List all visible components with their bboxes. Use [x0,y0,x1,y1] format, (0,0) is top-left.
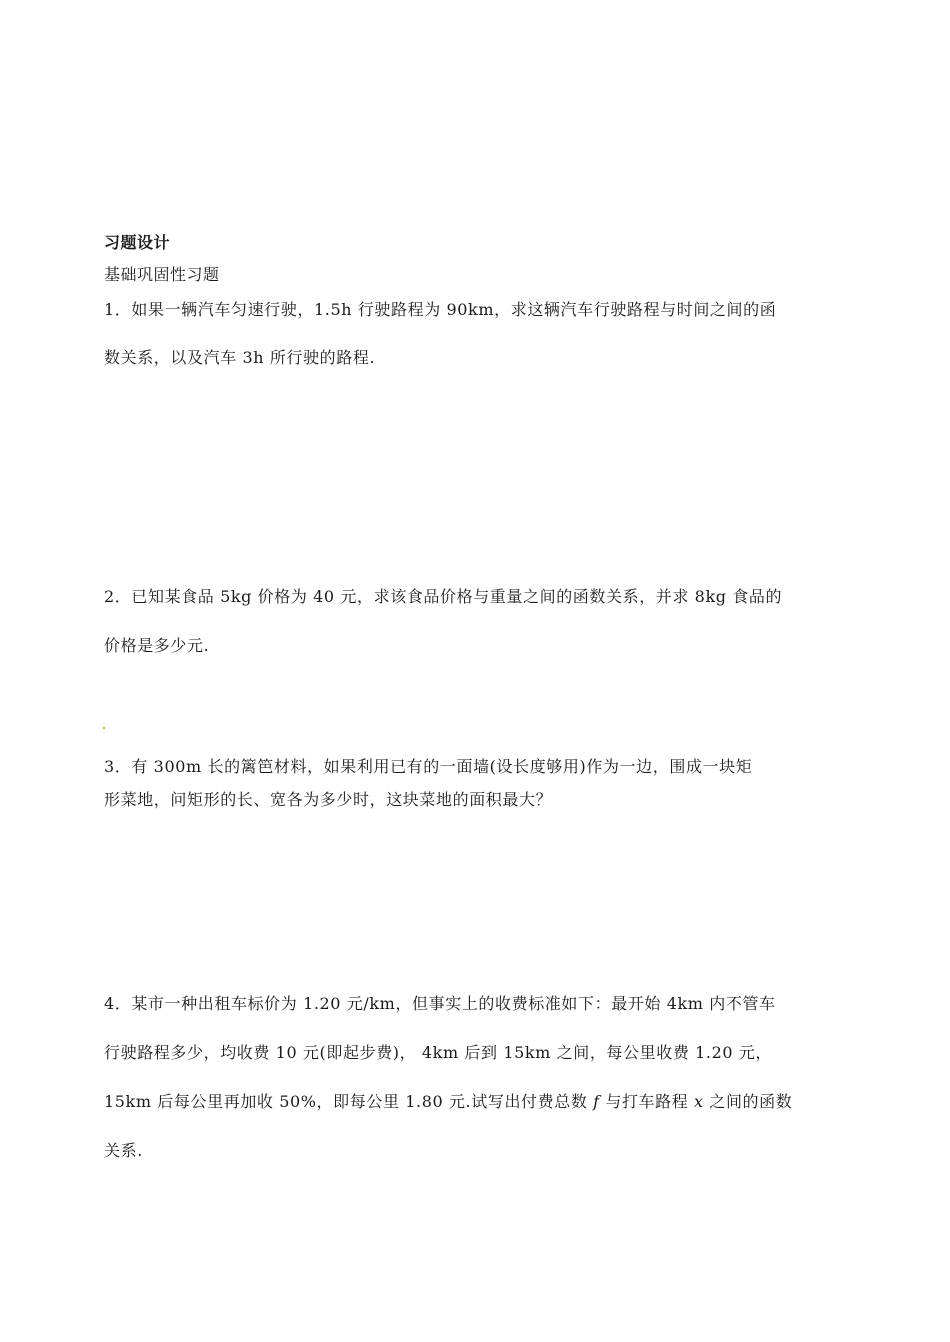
problem-4-line-3-part-c: 之间的函数 [703,1092,793,1111]
problem-4 [104,996,854,1159]
problem-4-line-3 [104,1094,854,1110]
problem-1-line-1: 1．如果一辆汽车匀速行驶，1.5h 行驶路程为 90km，求这辆汽车行驶路程与时间之间的函 [104,300,777,319]
problem-2-line-2: 价格是多少元. [104,636,210,655]
variable-x: x [694,1092,704,1111]
problem-3-line-1: 3．有 300m 长的篱笆材料，如果利用已有的一面墙(设长度够用)作为一边，围成一块矩 [104,757,753,776]
problem-2-line-1: 2．已知某食品 5kg 价格为 40 元，求该食品价格与重量之间的函数关系，并求 8kg 食品的 [104,587,783,606]
stray-dot-mark [103,727,105,729]
problem-4-line-4: 关系. [104,1141,143,1160]
problem-4-line-2: 行驶路程多少，均收费 10 元(即起步费)， 4km 后到 15km 之间，每公里收费 1.20 元， [104,1043,773,1062]
problem-3-line-2: 形菜地，问矩形的长、宽各为多少时，这块菜地的面积最大？ [104,790,553,809]
problem-1 [104,302,854,366]
problem-2 [104,589,854,654]
problem-3 [104,759,854,808]
problem-4-line-3-part-a: 15km 后每公里再加收 50%，即每公里 1.80 元.试写出付费总数 [104,1092,594,1111]
problem-4-line-3-part-b: 与打车路程 [599,1092,695,1111]
problem-4-line-1: 4．某市一种出租车标价为 1.20 元/km，但事实上的收费标准如下：最开始 4km 内不管车 [104,994,776,1013]
variable-f: f [593,1092,600,1111]
section-subheading: 基础巩固性习题 [104,265,220,284]
section-heading: 习题设计 [104,233,171,252]
problem-1-line-2: 数关系，以及汽车 3h 所行驶的路程. [104,348,376,367]
